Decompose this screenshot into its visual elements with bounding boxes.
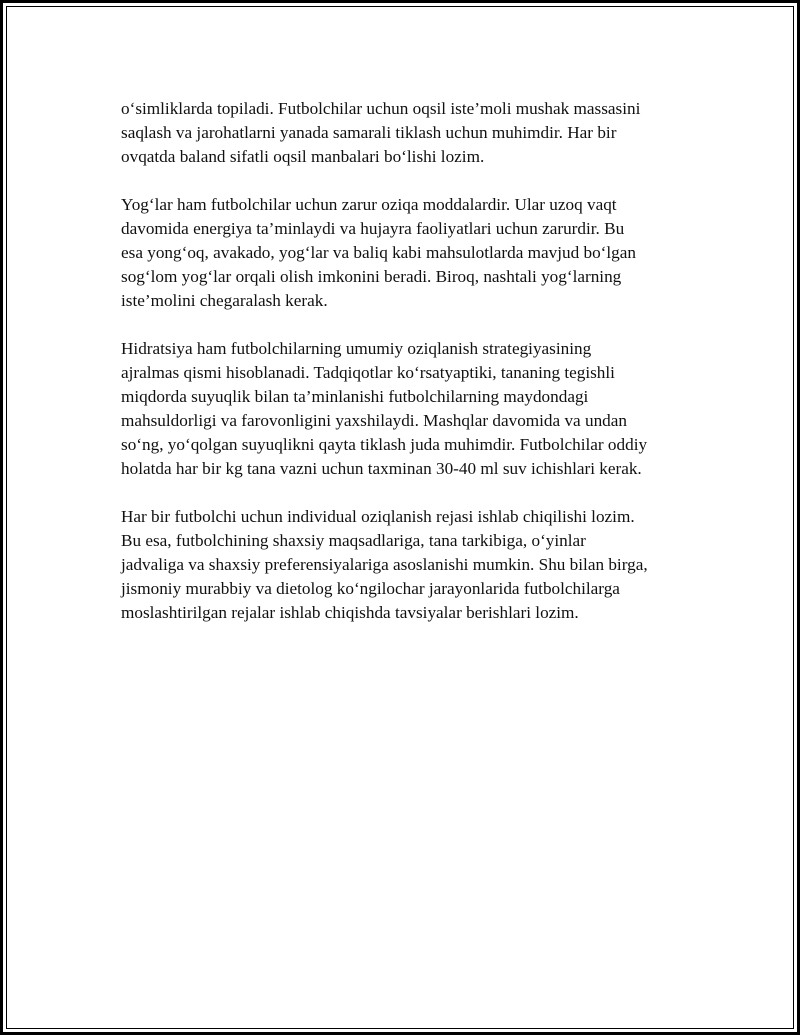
paragraph-protein	[121, 97, 711, 169]
paragraph-hydration	[121, 337, 711, 481]
text-line: Yog‘lar ham futbolchilar uchun zarur oziqa moddalardir. Ular uzoq vaqt	[121, 195, 617, 214]
text-line: Har bir futbolchi uchun individual oziqlanish rejasi ishlab chiqilishi lozim.	[121, 507, 635, 526]
text-line: ovqatda baland sifatli oqsil manbalari bo‘lishi lozim.	[121, 147, 485, 166]
text-line: saqlash va jarohatlarni yanada samarali tiklash uchun muhimdir. Har bir	[121, 123, 617, 142]
text-line: o‘simliklarda topiladi. Futbolchilar uchun oqsil iste’moli mushak massasini	[121, 99, 641, 118]
text-line: mahsuldorligi va farovonligini yaxshilaydi. Mashqlar davomida va undan	[121, 411, 627, 430]
text-line: jismoniy murabbiy va dietolog ko‘ngilochar jarayonlarida futbolchilarga	[121, 579, 620, 598]
text-line: iste’molini chegaralash kerak.	[121, 291, 328, 310]
paragraph-individual-plan	[121, 505, 711, 625]
text-line: esa yong‘oq, avakado, yog‘lar va baliq kabi mahsulotlarda mavjud bo‘lgan	[121, 243, 636, 262]
text-line: so‘ng, yo‘qolgan suyuqlikni qayta tiklash juda muhimdir. Futbolchilar oddiy	[121, 435, 648, 454]
text-line: sog‘lom yog‘lar orqali olish imkonini beradi. Biroq, nashtali yog‘larning	[121, 267, 622, 286]
text-line: Bu esa, futbolchining shaxsiy maqsadlariga, tana tarkibiga, o‘yinlar	[121, 531, 586, 550]
text-line: Hidratsiya ham futbolchilarning umumiy oziqlanish strategiyasining	[121, 339, 592, 358]
text-line: moslashtirilgan rejalar ishlab chiqishda tavsiyalar berishlari lozim.	[121, 603, 579, 622]
document-body	[121, 97, 711, 649]
text-line: miqdorda suyuqlik bilan ta’minlanishi futbolchilarning maydondagi	[121, 387, 589, 406]
text-line: davomida energiya ta’minlaydi va hujayra faoliyatlari uchun zarurdir. Bu	[121, 219, 625, 238]
text-line: jadvaliga va shaxsiy preferensiyalariga asoslanishi mumkin. Shu bilan birga,	[121, 555, 648, 574]
text-line: holatda har bir kg tana vazni uchun taxminan 30-40 ml suv ichishlari kerak.	[121, 459, 642, 478]
text-line: ajralmas qismi hisoblanadi. Tadqiqotlar ko‘rsatyaptiki, tananing tegishli	[121, 363, 615, 382]
paragraph-fats	[121, 193, 711, 313]
